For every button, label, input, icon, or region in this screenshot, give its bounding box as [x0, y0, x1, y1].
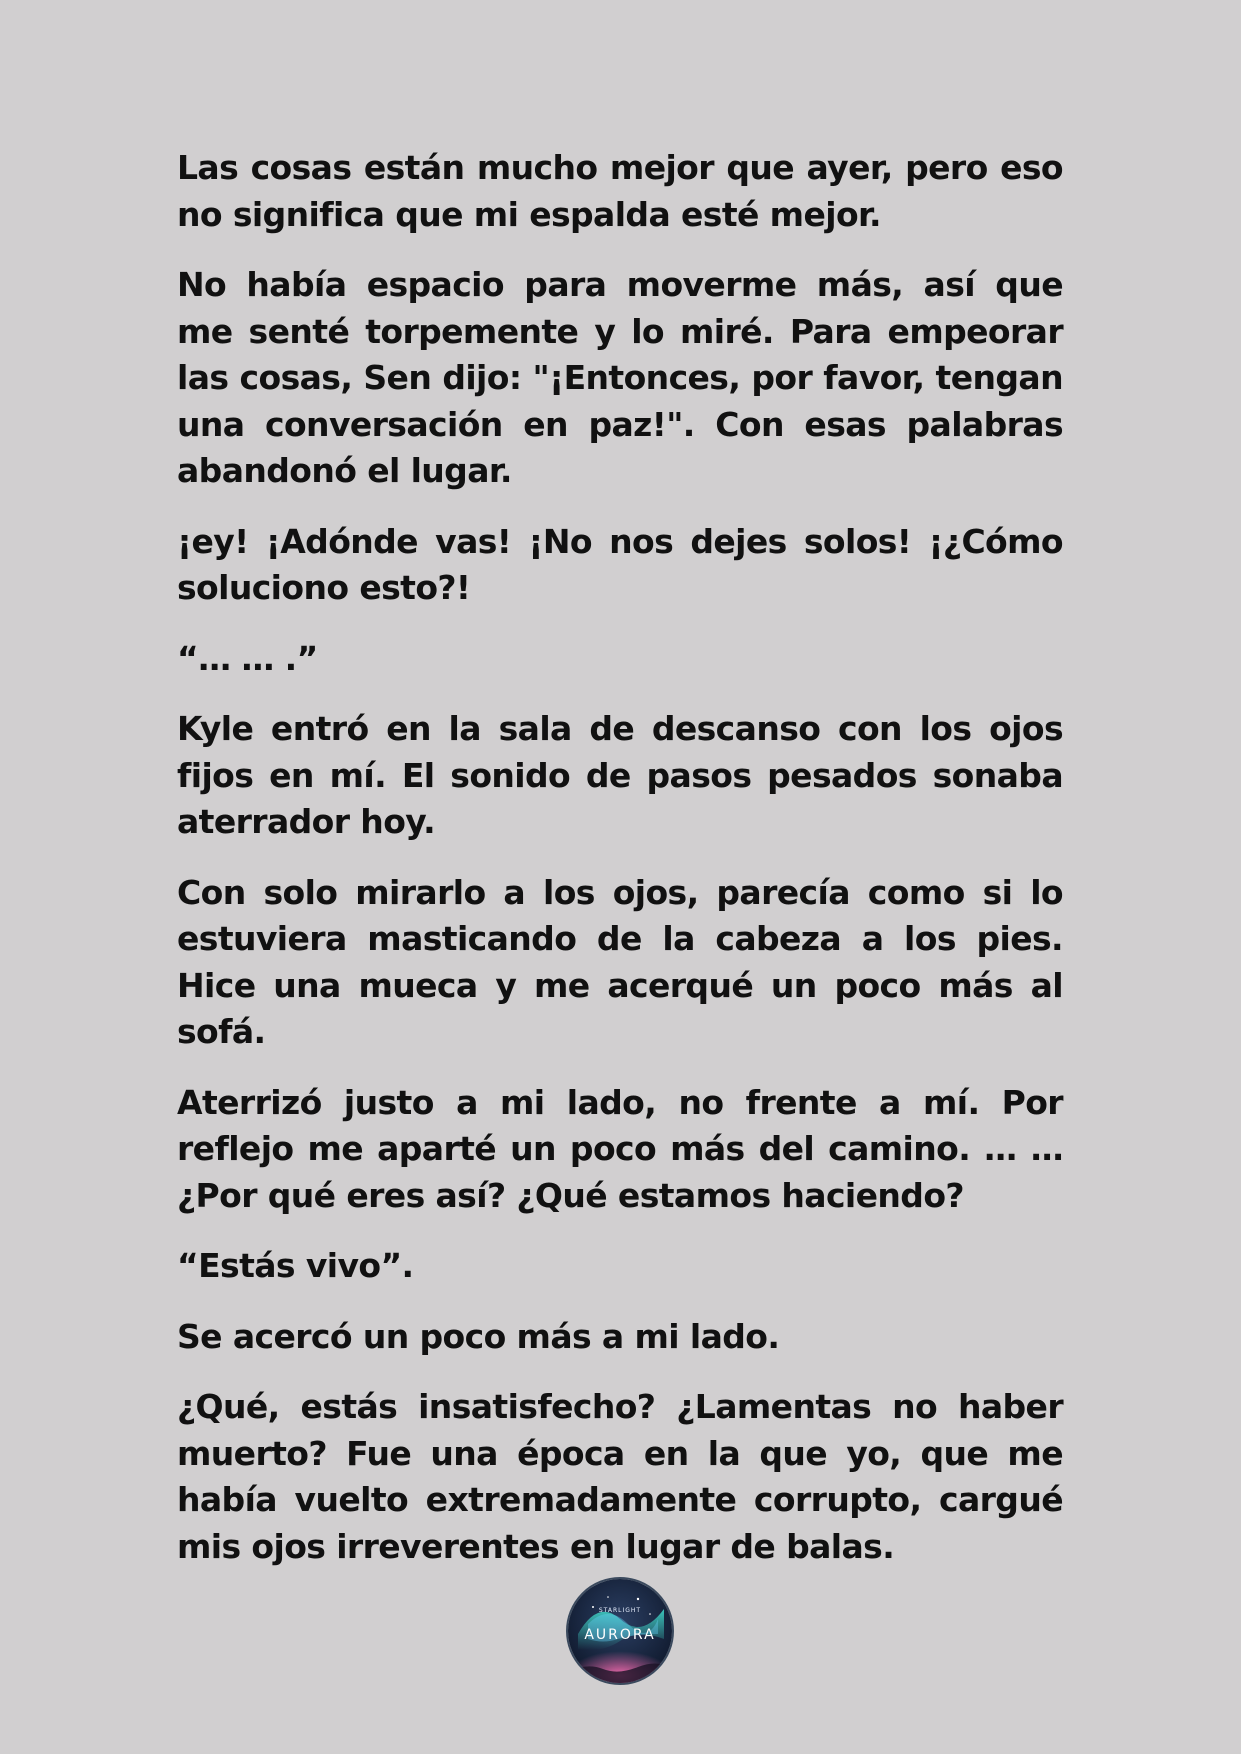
starlight-aurora-logo: [566, 1577, 674, 1685]
logo-main-text: AURORA: [584, 1627, 656, 1643]
paragraph-1: Las cosas están mucho mejor que ayer, pero eso no significa que mi espalda esté mejor.: [177, 148, 1063, 234]
paragraph-7: Aterrizó justo a mi lado, no frente a mí. Por reflejo me aparté un poco más del camino. … … ¿Por qué eres así? ¿Qué estamos haciendo?: [177, 1082, 1063, 1215]
paragraph-4: “… … .”: [177, 638, 318, 678]
paragraph-5: Kyle entró en la sala de descanso con los ojos fijos en mí. El sonido de pasos pesados sonaba aterrador hoy.: [177, 709, 1063, 841]
document-body: [177, 145, 1063, 1594]
paragraph-2: No había espacio para moverme más, así que me senté torpemente y lo miré. Para empeorar las cosas, Sen dijo: "¡Entonces, por favor, tengan una conversación en paz!". Con esas palabras abandonó el lugar.: [177, 265, 1063, 490]
paragraph-8: “Estás vivo”.: [177, 1246, 414, 1285]
paragraph-3: ¡ey! ¡Adónde vas! ¡No nos dejes solos! ¡¿Cómo soluciono esto?!: [177, 521, 1063, 607]
paragraph-6: Con solo mirarlo a los ojos, parecía como si lo estuviera masticando de la cabeza a los pies. Hice una mueca y me acerqué un poco más al sofá.: [177, 872, 1063, 1051]
paragraph-10: ¿Qué, estás insatisfecho? ¿Lamentas no haber muerto? Fue una época en la que yo, que me había vuelto extremadamente corrupto, cargué mis ojos irreverentes en lugar de balas.: [177, 1387, 1063, 1566]
paragraph-9: Se acercó un poco más a mi lado.: [177, 1316, 780, 1356]
aurora-logo-graphic: [568, 1579, 672, 1683]
logo-top-text: STARLIGHT: [598, 1607, 642, 1614]
